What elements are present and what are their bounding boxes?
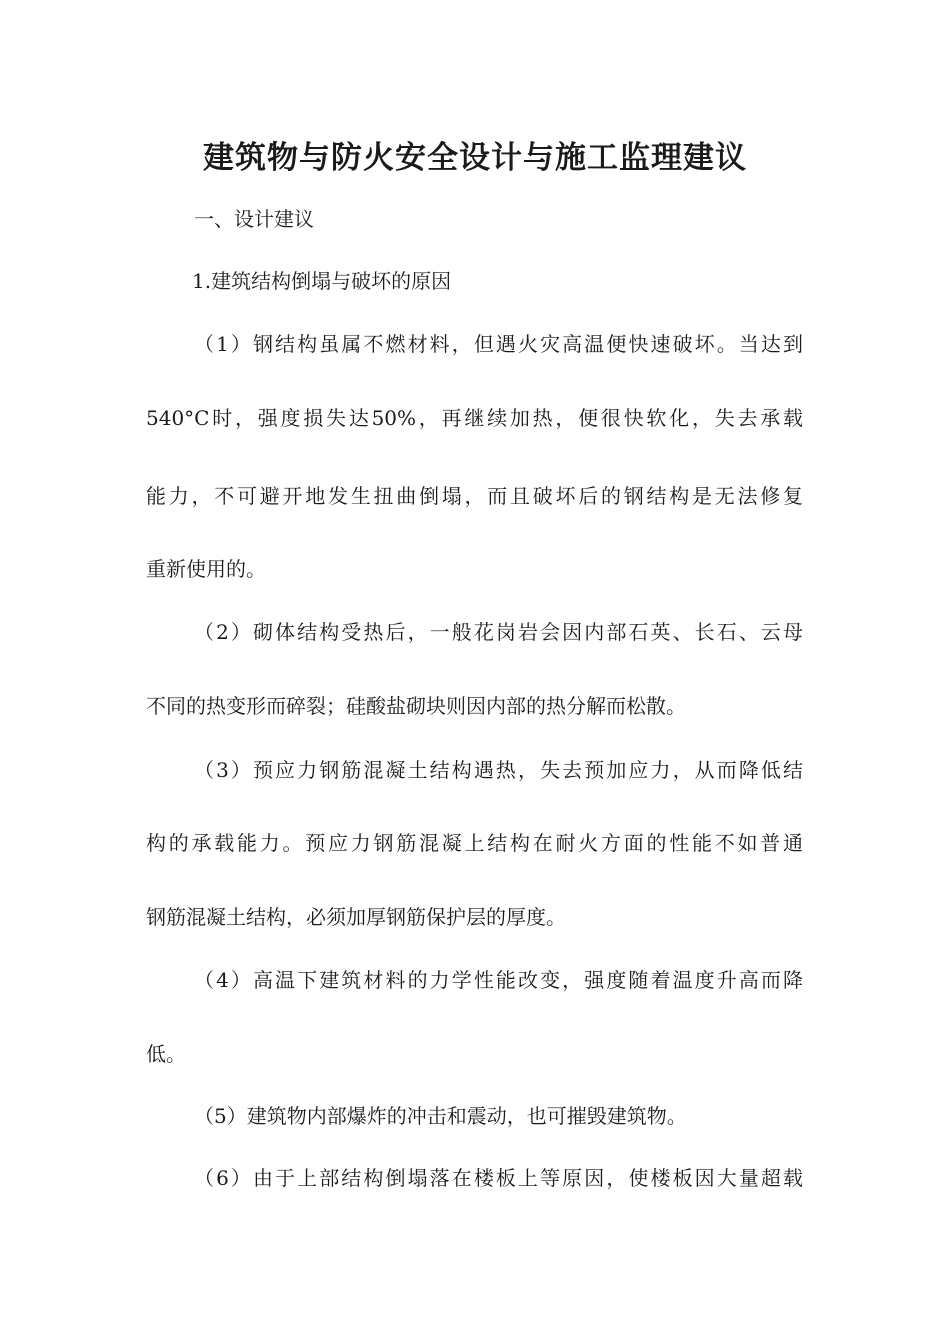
document-title: 建筑物与防火安全设计与施工监理建议 [203,140,747,176]
paragraph-line: （6）由于上部结构倒塌落在楼板上等原因，使楼板因大量超载 [194,1166,803,1190]
paragraph-line: 540°C时，强度损失达50%，再继续加热，便很快软化，失去承载 [146,406,803,430]
paragraph-line: 构的承载能力。预应力钢筋混凝上结构在耐火方面的性能不如普通 [146,831,803,855]
paragraph-line: （1）钢结构虽属不燃材料，但遇火灾高温便快速破坏。当达到 [194,332,803,356]
paragraph-line: 低。 [146,1042,186,1066]
paragraph-line: 钢筋混凝土结构，必须加厚钢筋保护层的厚度。 [146,905,566,929]
paragraph-line: 能力，不可避开地发生扭曲倒塌，而且破坏后的钢结构是无法修复 [146,484,803,508]
paragraph-line: （2）砌体结构受热后，一般花岗岩会因内部石英、长石、云母 [194,620,803,644]
paragraph-line: 不同的热变形而碎裂；硅酸盐砌块则因内部的热分解而松散。 [146,694,686,718]
subsection-heading: 1.建筑结构倒塌与破坏的原因 [192,269,452,293]
section-heading: 一、设计建议 [194,207,314,231]
paragraph-line: （3）预应力钢筋混凝土结构遇热，失去预加应力，从而降低结 [194,758,803,782]
paragraph-line: 重新使用的。 [146,557,266,581]
paragraph-line: （4）高温下建筑材料的力学性能改变，强度随着温度升高而降 [194,968,803,992]
paragraph-line: （5）建筑物内部爆炸的冲击和震动，也可摧毁建筑物。 [194,1104,687,1128]
